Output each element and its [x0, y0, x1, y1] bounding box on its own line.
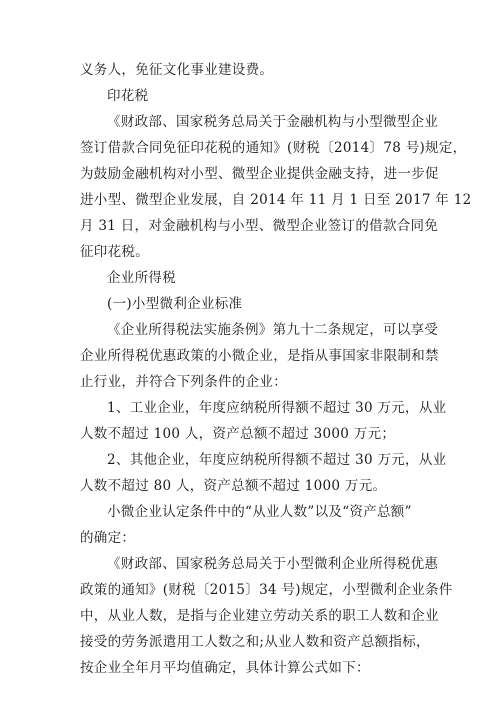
text-line: 小微企业认定条件中的“从业人数”以及“资产总额”: [107, 504, 412, 520]
text-line: 止行业，并符合下列条件的企业：: [80, 374, 287, 390]
text-line: 人数不超过 100 人，资产总额不超过 3000 万元；: [80, 426, 396, 442]
text-line: 企业所得税优惠政策的小微企业，是指从事国家非限制和禁: [80, 348, 439, 364]
text-line: 义务人，免征文化事业建设费。: [80, 62, 274, 78]
text-line: 2、其他企业，年度应纳税所得额不超过 30 万元，从业: [107, 452, 447, 468]
text-line: 中，从业人数，是指与企业建立劳动关系的职工人数和企业: [80, 608, 439, 624]
text-line: 印花税: [107, 88, 149, 104]
text-line: 人数不超过 80 人，资产总额不超过 1000 万元。: [80, 478, 387, 494]
text-line: 接受的劳务派遣用工人数之和;从业人数和资产总额指标，: [80, 634, 430, 650]
text-line: 《企业所得税法实施条例》第九十二条规定，可以享受: [107, 322, 439, 338]
text-line: 为鼓励金融机构对小型、微型企业提供金融支持，进一步促: [80, 166, 439, 182]
text-line: 进小型、微型企业发展，自 2014 年 11 月 1 日至 2017 年 12: [80, 192, 472, 208]
document-page: [80, 57, 472, 681]
text-line: 《财政部、国家税务总局关于小型微利企业所得税优惠: [107, 556, 439, 572]
text-line: 征印花税。: [80, 244, 149, 260]
text-line: 《财政部、国家税务总局关于金融机构与小型微型企业: [107, 114, 439, 130]
document-body: [80, 57, 472, 681]
text-line: 的确定：: [80, 530, 136, 546]
text-line: (一)小型微利企业标准: [107, 296, 243, 312]
text-line: 企业所得税: [107, 270, 176, 286]
text-line: 签订借款合同免征印花税的通知》(财税〔2014〕78 号)规定，: [80, 140, 467, 156]
text-line: 政策的通知》(财税〔2015〕34 号)规定，小型微利企业条件: [80, 582, 453, 598]
text-line: 1、工业企业，年度应纳税所得额不超过 30 万元，从业: [107, 400, 447, 416]
text-line: 月 31 日，对金融机构与小型、微型企业签订的借款合同免: [80, 218, 439, 234]
text-line: 按企业全年月平均值确定，具体计算公式如下：: [80, 660, 370, 676]
